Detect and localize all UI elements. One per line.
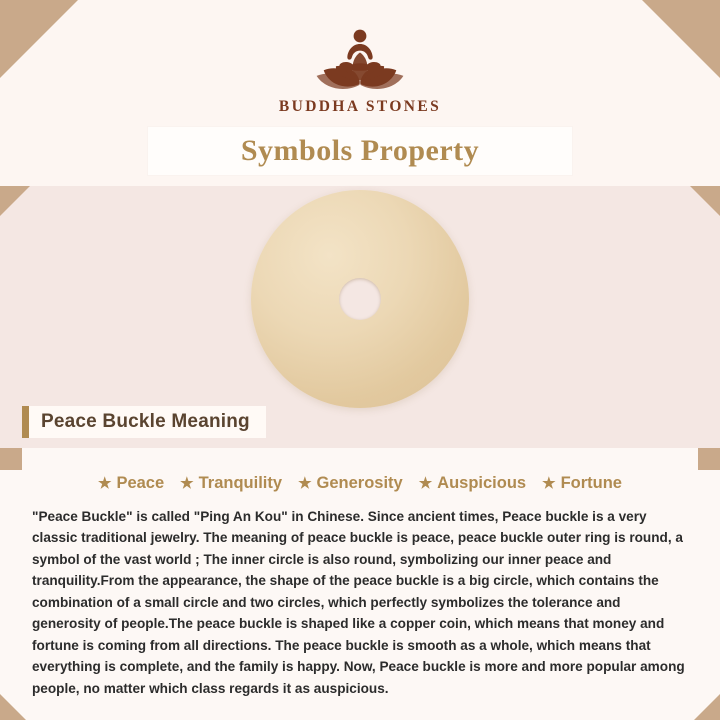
keyword-item xyxy=(542,474,622,493)
keyword-label: Auspicious xyxy=(437,474,527,492)
keyword-list xyxy=(0,474,720,493)
star-icon: ★ xyxy=(418,475,433,492)
star-icon: ★ xyxy=(542,475,556,492)
body-paragraph: "Peace Buckle" is called "Ping An Kou" in Chinese. Since ancient times, Peace buckle is a very classic traditional jewelry. The meaning of peace buckle is peace, peace buckle outer ring is round, a symbol of the vast world ; The inner circle is also round, symbolizing our inner peace and tranquility.From the appearance, the shape of the peace buckle is a big circle, which contains the combination of a small circle and two circles, which perfectly symbolizes the tolerance and generosity of people.The peace buckle is shaped like a copper coin, which means that money and fortune is coming from all directions. The peace buckle is smooth as a whole, which means that everything is complete, and the family is happy. Now, Peace buckle is more and more popular among people, no matter which class regards it as auspicious. xyxy=(32,509,685,696)
brand-name: BUDDHA STONES xyxy=(278,98,442,115)
keyword-label: Generosity xyxy=(316,474,403,492)
keyword-label: Tranquility xyxy=(198,474,283,492)
page-title: Symbols Property xyxy=(240,134,480,167)
bottom-right-notch xyxy=(698,448,720,470)
brand-block xyxy=(0,22,720,116)
bottom-left-corner-wedge xyxy=(0,694,26,720)
section-tab-label: Peace Buckle Meaning xyxy=(41,411,250,432)
keyword-label: Fortune xyxy=(560,474,622,492)
keyword-item xyxy=(298,474,403,493)
star-icon: ★ xyxy=(98,475,112,492)
keyword-item xyxy=(180,474,282,493)
bottom-right-corner-wedge xyxy=(694,694,720,720)
lotus-meditation-icon xyxy=(282,22,438,94)
star-icon: ★ xyxy=(180,475,194,492)
title-banner xyxy=(148,127,572,175)
section-tab xyxy=(22,406,266,438)
keyword-label: Peace xyxy=(116,474,165,492)
bottom-left-notch xyxy=(0,448,22,470)
product-image-wrap xyxy=(0,190,720,408)
keyword-item xyxy=(98,474,164,493)
peace-buckle-disc xyxy=(251,190,469,408)
keyword-item xyxy=(419,474,526,493)
peace-buckle-disc-hole xyxy=(339,278,381,320)
star-icon: ★ xyxy=(298,475,312,492)
